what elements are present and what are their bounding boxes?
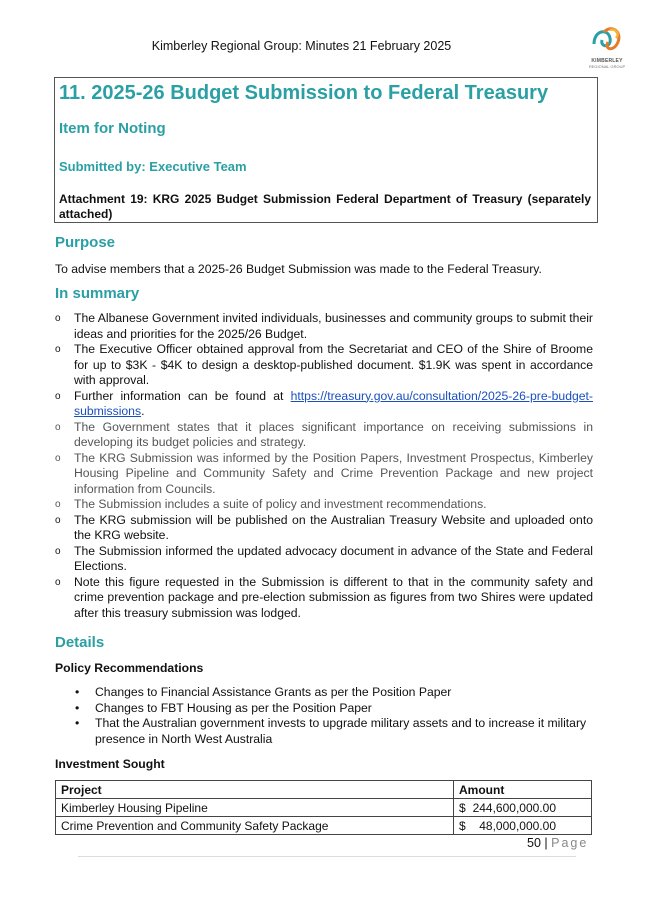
table-row	[56, 817, 592, 835]
list-item: • Changes to FBT Housing as per the Position Paper	[75, 701, 595, 717]
details-heading: Details	[55, 634, 105, 651]
list-item: • Changes to Financial Assistance Grants as per the Position Paper	[75, 685, 595, 701]
list-item: o The Submission includes a suite of policy and investment recommendations.	[55, 497, 593, 513]
currency: $	[459, 800, 466, 815]
policy-list	[75, 685, 595, 747]
page-sep: |	[544, 836, 548, 850]
summary-list	[55, 311, 593, 621]
logo-text-line2: REGIONAL GROUP	[588, 64, 626, 69]
investment-table	[55, 780, 592, 835]
logo-text-line1: KIMBERLEY	[591, 58, 623, 64]
page-header	[0, 39, 653, 53]
submitted-by: Submitted by: Executive Team	[59, 159, 247, 174]
page-label: Page	[551, 836, 589, 850]
list-item: • That the Australian government invests to upgrade military assets and to increase it military presence in North West Australia	[75, 716, 595, 747]
footer-divider	[78, 856, 576, 857]
list-item: o Note this figure requested in the Submission is different to that in the community safety and crime prevention package and pre-election submission as figures from two Shires were updated after this treasury submission was lodged.	[55, 575, 593, 622]
amount-value: 244,600,000.00	[472, 800, 556, 815]
project-cell: Crime Prevention and Community Safety Package	[56, 817, 454, 835]
kimberley-logo	[582, 22, 632, 74]
list-item: o The Government states that it places significant importance on receiving submissions in developing its budget policies and strategy.	[55, 420, 593, 451]
currency: $	[459, 818, 466, 833]
item-title: 11. 2025-26 Budget Submission to Federal Treasury	[59, 82, 549, 104]
item-box	[54, 77, 598, 223]
column-header-project: Project	[56, 781, 454, 799]
page-number-value: 50	[527, 836, 541, 850]
table-row	[56, 799, 592, 817]
list-item: o The Albanese Government invited individuals, businesses and community groups to submit their ideas and priorities for the 2025/26 Budget.	[55, 311, 593, 342]
amount-cell	[454, 799, 592, 817]
list-item: o The Submission informed the updated advocacy document in advance of the State and Federal Elections.	[55, 544, 593, 575]
link-prefix: Further information can be found at	[74, 388, 291, 403]
summary-heading: In summary	[55, 285, 140, 302]
column-header-amount: Amount	[454, 781, 592, 799]
list-item: o The Executive Officer obtained approval from the Secretariat and CEO of the Shire of Broome for up to $3K - $4K to design a desktop-published document. $1.9K was spent in accordance with approval.	[55, 342, 593, 389]
treasury-consultation-link[interactable]: https://treasury.gov.au/consultation/2025-26-pre-budget-submissions	[74, 388, 593, 418]
list-item: o The KRG submission will be published on the Australian Treasury Website and uploaded onto the KRG website.	[55, 513, 593, 544]
list-item-link	[55, 389, 593, 420]
table-header-row	[56, 781, 592, 799]
purpose-text: To advise members that a 2025-26 Budget Submission was made to the Federal Treasury.	[55, 262, 542, 276]
amount-cell	[454, 817, 592, 835]
header-title: Kimberley Regional Group: Minutes 21 February 2025	[151, 39, 452, 53]
link-suffix: .	[141, 404, 145, 418]
amount-value: 48,000,000.00	[479, 818, 556, 833]
list-item: o The KRG Submission was informed by the Position Papers, Investment Prospectus, Kimberley Housing Pipeline and Community Safety and Crime Prevention Package and new project information from Councils.	[55, 451, 593, 498]
page-number	[527, 836, 588, 850]
attachment-line: Attachment 19: KRG 2025 Budget Submission Federal Department of Treasury (separately attached)	[59, 192, 591, 221]
purpose-heading: Purpose	[55, 234, 116, 251]
logo-swirl-icon	[590, 22, 624, 56]
investment-heading: Investment Sought	[55, 757, 165, 771]
project-cell: Kimberley Housing Pipeline	[56, 799, 454, 817]
item-for-noting: Item for Noting	[59, 120, 166, 137]
policy-heading: Policy Recommendations	[55, 661, 204, 675]
